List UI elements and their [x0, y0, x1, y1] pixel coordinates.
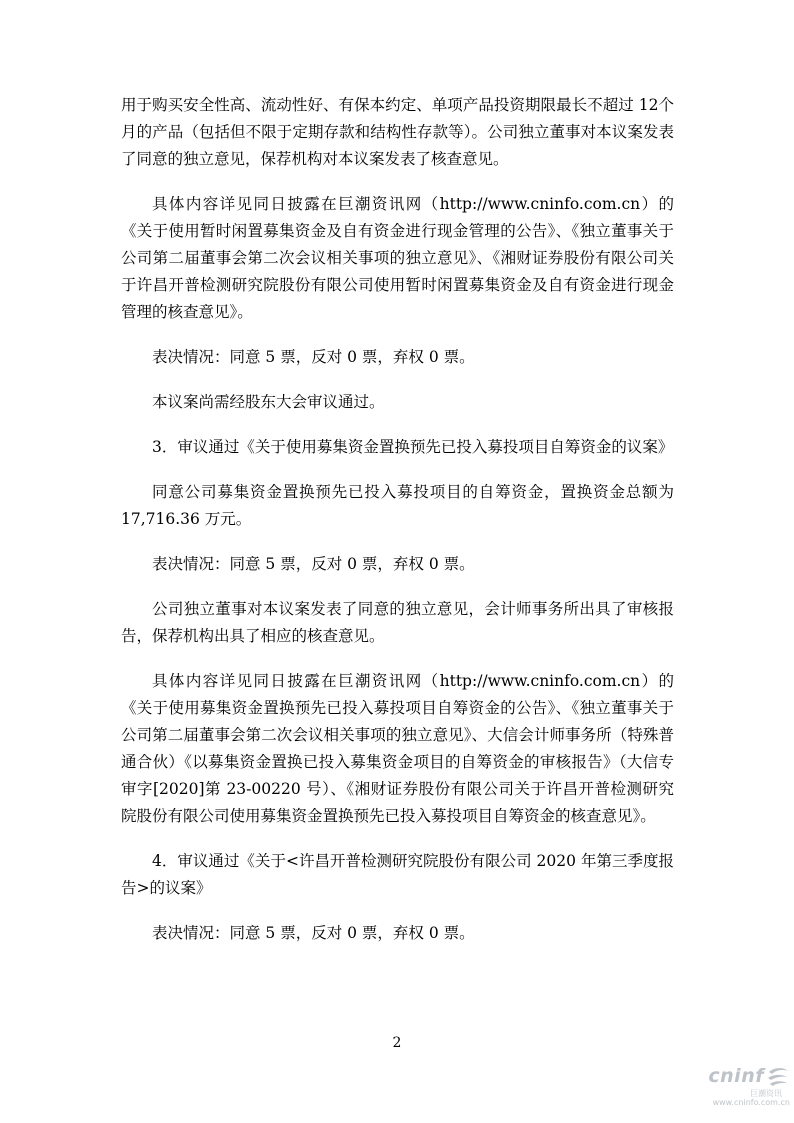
logo-brand: cninf [708, 1065, 764, 1087]
section-heading: 3．审议通过《关于使用募集资金置换预先已投入募投项目自筹资金的议案》 [152, 438, 674, 456]
cninfo-swirl-icon [766, 1066, 790, 1088]
paragraph: 表决情况：同意 5 票，反对 0 票，弃权 0 票。 [152, 555, 475, 573]
paragraph: 具体内容详见同日披露在巨潮资讯网（http://www.cninfo.com.cn）的《关于使用暂时闲置募集资金及自有资金进行现金管理的公告》、《独立董事关于公司第二届董事会第二次会议相关事项的独立意见》、《湘财证券股份有限公司关于许昌开普检测研究院股份有限公司使用暂时闲置募集资金及自有资金进行现金管理的核查意见》。 [121, 195, 674, 321]
document-body [121, 92, 674, 965]
paragraph: 用于购买安全性高、流动性好、有保本约定、单项产品投资期限最长不超过 12个月的产品（包括但不限于定期存款和结构性存款等）。公司独立董事对本议案发表了同意的独立意见，保荐机构对本议案发表了核查意见。 [121, 96, 674, 168]
paragraph: 表决情况：同意 5 票，反对 0 票，弃权 0 票。 [152, 924, 475, 942]
paragraph: 同意公司募集资金置换预先已投入募投项目的自筹资金，置换资金总额为17,716.36 万元。 [121, 483, 674, 528]
paragraph: 公司独立董事对本议案发表了同意的独立意见，会计师事务所出具了审核报告，保荐机构出具了相应的核查意见。 [121, 600, 674, 645]
paragraph: 表决情况：同意 5 票，反对 0 票，弃权 0 票。 [152, 348, 475, 366]
paragraph: 本议案尚需经股东大会审议通过。 [152, 393, 385, 411]
paragraph: 具体内容详见同日披露在巨潮资讯网（http://www.cninfo.com.cn）的《关于使用募集资金置换预先已投入募投项目自筹资金的公告》、《独立董事关于公司第二届董事会第二次会议相关事项的独立意见》、大信会计师事务所（特殊普通合伙）《以募集资金置换已投入募集资金项目的自筹资金的审核报告》（大信专审字[2020]第 23-00220 号）、《湘财证券股份有限公司关于许昌开普检测研究院股份有限公司使用募集资金置换预先已投入募投项目自筹资金的核查意见》。 [121, 672, 674, 825]
cninfo-watermark-logo [694, 1065, 794, 1109]
logo-subtitle: 巨潮资讯 [750, 1089, 782, 1098]
page-number: 2 [392, 1035, 402, 1051]
logo-url: www.cninfo.com.cn [712, 1098, 790, 1107]
section-heading: 4．审议通过《关于<许昌开普检测研究院股份有限公司 2020 年第三季度报告>的议案》 [121, 852, 674, 897]
